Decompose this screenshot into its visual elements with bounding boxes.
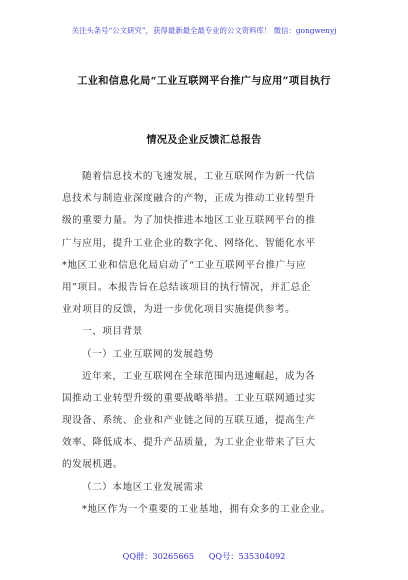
body-line: 效率、降低成本、提升产品质量，为工业企业带来了巨大 (62, 437, 316, 449)
body-line: 随着信息技术的飞速发展，工业互联网作为新一代信 (82, 171, 316, 182)
body-line: 现设备、系统、企业和产业链之间的互联互通，提高生产 (62, 415, 316, 427)
body-line: 息技术与制造业深度融合的产物，正成为推动工业转型升 (62, 193, 316, 205)
header-promo-note: 关注头条号“公文研究”，获得最新最全最专业的公文资料库！ 微信：gongwenyj (71, 26, 337, 35)
body-line: 广与应用，提升工业企业的数字化、网络化、智能化水平 (62, 237, 316, 249)
body-line: 国推动工业转型升级的重要战略举措。工业互联网通过实 (62, 392, 316, 404)
subsection-heading: （二）本地区工业发展需求 (82, 481, 204, 493)
body-line: 近年来，工业互联网在全球范围内迅速崛起，成为各 (82, 370, 316, 382)
body-line: *地区作为一个重要的工业基地，拥有众多的工业企业。 (82, 503, 331, 515)
document-body (62, 166, 362, 521)
body-line: 的发展机遇。 (62, 459, 123, 471)
document-title-line-2: 情况及企业反馈汇总报告 (146, 134, 262, 146)
footer-contact (0, 551, 408, 562)
footer-qq-number: QQ号：535304092 (208, 551, 286, 561)
section-heading: 一、项目背景 (82, 326, 143, 338)
body-line: 业对项目的反馈，为进一步优化项目实施提供参考。 (62, 304, 296, 316)
body-line: 级的重要力量。为了加快推进本地区工业互联网平台的推 (62, 215, 316, 227)
footer-qq-group: QQ群：30265665 (122, 551, 195, 561)
document-title-line-1: 工业和信息化局“工业互联网平台推广与应用”项目执行 (77, 75, 331, 87)
body-line: 用”项目。本报告旨在总结该项目的执行情况，并汇总企 (62, 281, 311, 293)
subsection-heading: （一）工业互联网的发展趋势 (82, 348, 214, 360)
body-line: *地区工业和信息化局启动了“工业互联网平台推广与应 (62, 259, 307, 271)
